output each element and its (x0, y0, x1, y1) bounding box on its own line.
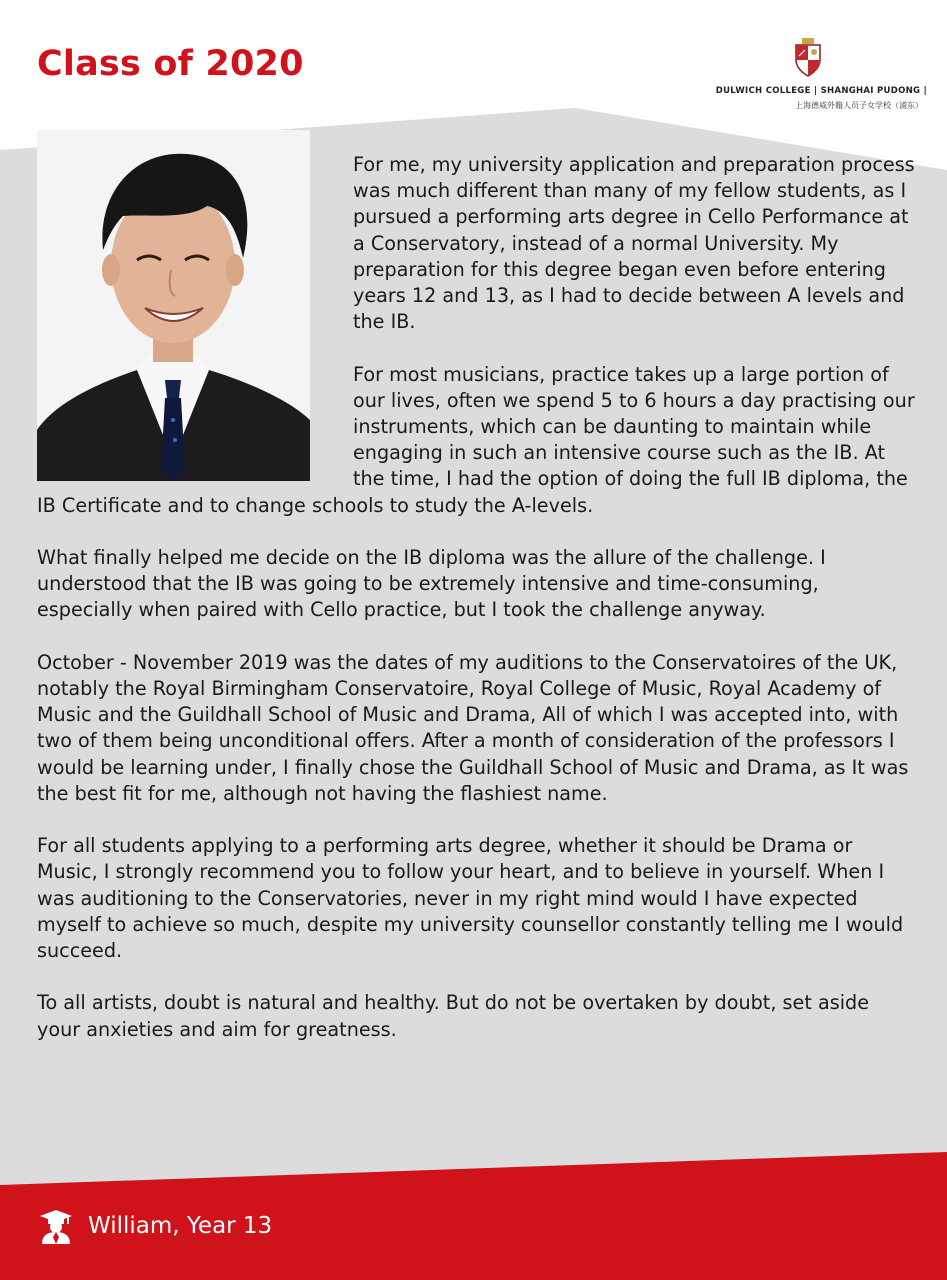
paragraph-5: For all students applying to a performing arts degree, whether it should be Drama or Music, I strongly recommend you to follow your heart, and to believe in yourself. When I was auditioning to the Conservatories, never in my right mind would I have expected myself to achieve so much, despite my university counsellor constantly telling me I would succeed. (37, 834, 904, 963)
crest-icon (793, 38, 823, 78)
author-name: William, Year 13 (88, 1213, 273, 1239)
school-logo (687, 38, 927, 118)
article-body (37, 152, 917, 1043)
logo-text-en: DULWICH COLLEGE | SHANGHAI PUDONG | (715, 86, 927, 96)
paragraph-4: October - November 2019 was the dates of my auditions to the Conservatoires of the UK, notably the Royal Birmingham Conservatoire, Royal College of Music, Royal Academy of Music and the Guildhall School of Music and Drama, All of which I was accepted into, with two of them being unconditional offers. After a month of consideration of the professors I would be learning under, I finally chose the Guildhall School of Music and Drama, as It was the best fit for me, although not having the flashiest name. (37, 650, 909, 805)
graduate-icon (40, 1210, 72, 1244)
paragraph-2: For most musicians, practice takes up a large portion of our lives, often we spend 5 to 6 hours a day practising our instruments, which can be daunting to maintain while engaging in such an intensive course such as the IB. At the time, I had the option of doing the full IB diploma, the IB Certificate and to change schools to study the A-levels. (37, 362, 915, 517)
paragraph-1: For me, my university application and preparation process was much different than many of my fellow students, as I pursued a performing arts degree in Cello Performance at a Conservatory, instead of a normal University. My preparation for this degree began even before entering years 12 and 13, as I had to decide between A levels and the IB. (353, 153, 915, 334)
logo-text-cn: 上海德威外籍人员子女学校（浦东） (795, 101, 923, 110)
photo-spacer (37, 152, 353, 482)
paragraph-6: To all artists, doubt is natural and healthy. But do not be overtaken by doubt, set aside your anxieties and aim for greatness. (37, 991, 870, 1041)
paragraph-3: What finally helped me decide on the IB diploma was the allure of the challenge. I understood that the IB was going to be extremely intensive and time-consuming, especially when paired with Cello practice, but I took the challenge anyway. (37, 546, 826, 622)
page-title: Class of 2020 (37, 44, 304, 84)
